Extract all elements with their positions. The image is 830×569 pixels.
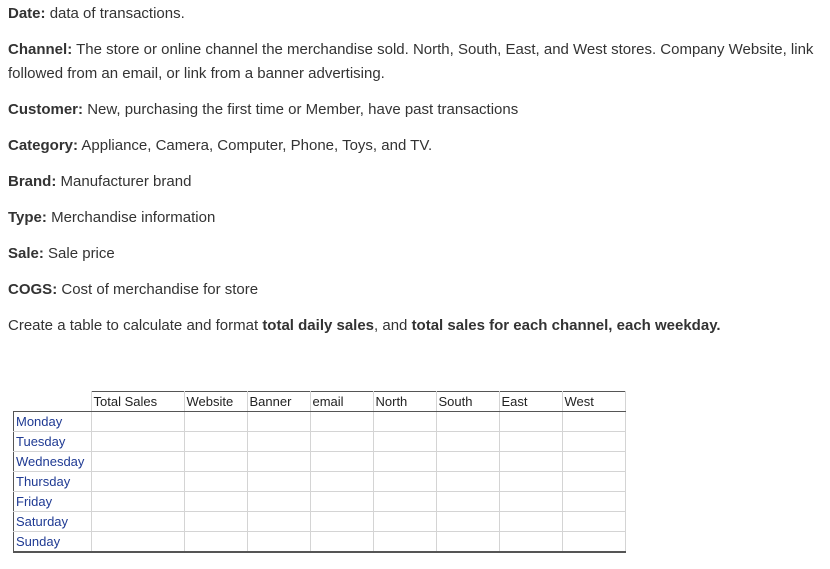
table-cell: [247, 472, 310, 492]
term-description: Sale price: [48, 245, 115, 262]
table-cell: [499, 432, 562, 452]
table-cell: [184, 532, 247, 553]
table-cell: [310, 512, 373, 532]
table-cell: [373, 492, 436, 512]
table-cell: [499, 532, 562, 553]
table-cell: [499, 452, 562, 472]
table-cell: [184, 472, 247, 492]
table-cell: [247, 512, 310, 532]
table-cell: [499, 472, 562, 492]
definition-channel: Channel: The store or online channel the merchandise sold. North, South, East, and West stores. Company Website, link followed from an email, or link from a banner advertising.: [8, 41, 814, 82]
header-west: West: [562, 392, 625, 412]
table-cell: [91, 412, 184, 432]
table-cell: [247, 452, 310, 472]
row-label-wednesday: Wednesday: [14, 452, 92, 472]
term-label: Category: [8, 137, 74, 154]
table-cell: [373, 472, 436, 492]
table-cell: [247, 412, 310, 432]
table-cell: [373, 412, 436, 432]
term-description: Manufacturer brand: [60, 173, 192, 190]
term-label: COGS: [8, 281, 53, 298]
header-north: North: [373, 392, 436, 412]
table-cell: [310, 432, 373, 452]
table-cell: [184, 452, 247, 472]
table-cell: [310, 452, 373, 472]
term-label: Customer: [8, 101, 79, 118]
table-cell: [373, 532, 436, 553]
table-cell: [436, 532, 499, 553]
table-cell: [562, 412, 625, 432]
row-label-sunday: Sunday: [14, 532, 92, 553]
table-cell: [499, 412, 562, 432]
term-label: Brand: [8, 173, 52, 190]
table-cell: [91, 492, 184, 512]
header-website: Website: [184, 392, 247, 412]
table-cell: [562, 452, 625, 472]
table-cell: [373, 452, 436, 472]
table-cell: [436, 452, 499, 472]
term-description: Appliance, Camera, Computer, Phone, Toys, and TV.: [81, 137, 433, 154]
table-cell: [184, 412, 247, 432]
term-description: Merchandise information: [51, 209, 216, 226]
table-cell: [373, 512, 436, 532]
term-description: New, purchasing the first time or Member, have past transactions: [87, 101, 519, 118]
instruction-middle: , and: [374, 317, 412, 334]
table-cell: [184, 492, 247, 512]
term-description: The store or online channel the merchandise sold. North, South, East, and West stores. Company Website, link followed from an email, or link from a banner advertising.: [8, 41, 814, 82]
table-cell: [436, 512, 499, 532]
table-cell: [91, 532, 184, 553]
definition-cogs: COGS: Cost of merchandise for store: [8, 281, 259, 298]
table-cell: [91, 452, 184, 472]
table-cell: [499, 512, 562, 532]
table-row: [14, 412, 626, 432]
table-cell: [562, 472, 625, 492]
table-cell: [562, 492, 625, 512]
row-label-saturday: Saturday: [14, 512, 92, 532]
definition-category: Category: Appliance, Camera, Computer, Phone, Toys, and TV.: [8, 137, 433, 154]
table-cell: [184, 432, 247, 452]
table-cell: [373, 432, 436, 452]
definition-type: Type: Merchandise information: [8, 209, 216, 226]
table-cell: [499, 492, 562, 512]
table-row: [14, 492, 626, 512]
term-description: Cost of merchandise for store: [61, 281, 259, 298]
row-label-tuesday: Tuesday: [14, 432, 92, 452]
definition-brand: Brand: Manufacturer brand: [8, 173, 192, 190]
header-email: email: [310, 392, 373, 412]
table-cell: [436, 472, 499, 492]
table-cell: [310, 412, 373, 432]
row-label-thursday: Thursday: [14, 472, 92, 492]
sales-table-container: [13, 391, 626, 553]
table-cell: [436, 432, 499, 452]
table-cell: [310, 472, 373, 492]
table-cell: [91, 512, 184, 532]
table-cell: [247, 532, 310, 553]
table-row: [14, 512, 626, 532]
table-cell: [91, 432, 184, 452]
table-cell: [91, 472, 184, 492]
header-banner: Banner: [247, 392, 310, 412]
header-south: South: [436, 392, 499, 412]
table-cell: [310, 532, 373, 553]
table-row: [14, 452, 626, 472]
term-label: Channel: [8, 41, 68, 58]
table-cell: [247, 492, 310, 512]
table-row: [14, 532, 626, 553]
row-label-friday: Friday: [14, 492, 92, 512]
table-cell: [310, 492, 373, 512]
instruction-bold-channel: total sales for each channel, each weekday.: [411, 317, 721, 334]
header-east: East: [499, 392, 562, 412]
table-cell: [247, 432, 310, 452]
definition-sale: Sale: Sale price: [8, 245, 115, 262]
table-row: [14, 432, 626, 452]
instruction-prefix: Create a table to calculate and format: [8, 317, 263, 334]
term-label: Type: [8, 209, 42, 226]
table-cell: [562, 512, 625, 532]
table-cell: [184, 512, 247, 532]
term-label: Date: [8, 5, 41, 22]
instruction-text: [8, 314, 721, 338]
table-cell: [562, 432, 625, 452]
table-cell: [562, 532, 625, 553]
definition-customer: Customer: New, purchasing the first time or Member, have past transactions: [8, 101, 519, 118]
header-blank-cell: [14, 392, 92, 412]
definition-date: Date: data of transactions.: [8, 5, 185, 22]
table-header-row: [14, 392, 626, 412]
row-label-monday: Monday: [14, 412, 92, 432]
table-cell: [436, 492, 499, 512]
sales-table: [13, 391, 626, 553]
term-description: data of transactions.: [49, 5, 185, 22]
table-cell: [436, 412, 499, 432]
term-label: Sale: [8, 245, 39, 262]
table-row: [14, 472, 626, 492]
instruction-bold-daily: total daily sales: [262, 317, 375, 334]
header-total-sales: Total Sales: [91, 392, 184, 412]
